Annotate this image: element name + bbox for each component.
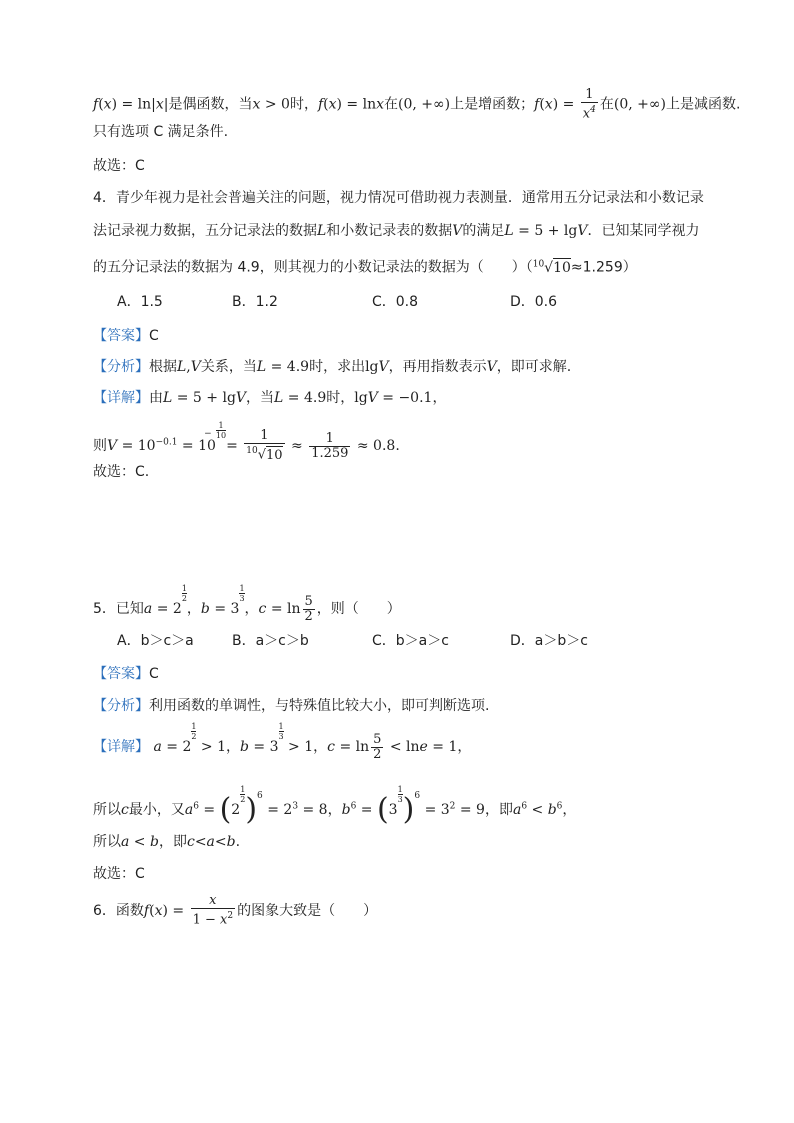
answer-label: 【答案】	[93, 328, 149, 344]
math-fraction-1-over-root10: $\frac{1}{^{10}√10}$	[246, 428, 283, 463]
q5-choice: 故选：C	[93, 866, 145, 882]
q4-analysis: 【分析】根据L,V关系，当L = 4.9时，求出lgV，再用指数表示V，即可求解.	[93, 359, 572, 375]
math-fraction-1-over-1259: $\frac{1}{1.259}$	[311, 430, 349, 461]
q4-stem-line-1: 4．青少年视力是社会普遍关注的问题，视力情况可借助视力表测量．通常用五分记录法和小数记录	[93, 190, 704, 206]
q5-option-d[interactable]: D．a＞b＞c	[510, 633, 588, 649]
q4-stem-line-3: 的五分记录法的数据为 4.9，则其视力的小数记录法的数据为（ ）（$^{10}$√10≈1.259）	[93, 259, 637, 276]
analysis-label: 【分析】	[93, 359, 149, 375]
math-f-eq-ln-abs-x: f	[93, 96, 99, 113]
q5-detail-line-1: 【详解】 a = 2 $\frac{1}{2}$ > 1，b = 3 $\frac{1}{3}$ > 1，c = ln $\frac{5}{2}$ < lne = 1，	[93, 722, 472, 762]
q5-answer: 【答案】C	[93, 666, 159, 682]
q4-option-b[interactable]: B．1.2	[232, 294, 278, 310]
q5-detail-line-3: 所以a < b，即c<a<b.	[93, 834, 241, 850]
q5-option-a[interactable]: A．b＞c＞a	[117, 633, 194, 649]
q3-choice: 故选：C	[93, 158, 145, 174]
q5-analysis: 【分析】利用函数的单调性，与特殊值比较大小，即可判断选项.	[93, 698, 490, 714]
q5-detail-line-2: 所以c最小，又$a^6 = (2$ $\frac{1}{2}$ )$^6 = 2^3 = 8$，$b^6 = (3$ $\frac{1}{3}$ )$^6 = 3^2 = 9$，即$a^6 < b^6$，	[93, 785, 577, 827]
q5-stem: 5．已知a = 2 $\frac{1}{2}$ ，b = 3 $\frac{1}{3}$ ，c = ln $\frac{5}{2}$ ，则（ ）	[93, 584, 401, 624]
q3-line-1: f(x) = ln|x|是偶函数，当x > 0时，f(x) = lnx在(0, +∞)上是增函数；f(x) = $\frac{1}{x^4}$ 在(0, +∞)上是减函数.	[93, 87, 741, 122]
q6-stem: 6．函数f(x) = $\frac{x}{1 - x^2}$ 的图象大致是（ ）	[93, 893, 378, 928]
math-fraction-5-over-2: $\frac{5}{2}$	[304, 593, 313, 624]
q4-option-c[interactable]: C．0.8	[372, 294, 419, 310]
q4-answer: 【答案】C	[93, 328, 159, 344]
math-fraction-x-over-1-minus-x2: $\frac{x}{1 - x^2}$	[192, 893, 234, 928]
q3-text-a: 是偶函数，当	[168, 96, 253, 113]
q3-line-2: 只有选项 C 满足条件.	[93, 124, 229, 140]
q4-detail-line-2: 则$V = 10^{-0.1} = 10$ $\frac{1}{10}$ − = $\frac{1}{^{10}√10}$ ≈ $\frac{1}{1.259}$ ≈ 0.8.	[93, 421, 400, 463]
q4-stem-line-2: 法记录视力数据，五分记录法的数据L和小数记录表的数据V的满足L = 5 + lgV．已知某同学视力	[93, 223, 700, 239]
q4-detail-line-1: 【详解】由L = 5 + lgV，当L = 4.9时，lgV = −0.1，	[93, 390, 447, 406]
answer-label: 【答案】	[93, 666, 149, 682]
q4-option-d[interactable]: D．0.6	[510, 294, 558, 310]
q5-option-b[interactable]: B．a＞c＞b	[232, 633, 309, 649]
analysis-label: 【分析】	[93, 698, 149, 714]
detail-label: 【详解】	[93, 739, 149, 755]
detail-label: 【详解】	[93, 390, 149, 406]
q5-option-c[interactable]: C．b＞a＞c	[372, 633, 449, 649]
q4-option-a[interactable]: A．1.5	[117, 294, 163, 310]
q4-choice: 故选：C.	[93, 464, 150, 480]
math-fraction-1-over-x4: $\frac{1}{x^4}$	[582, 87, 596, 122]
